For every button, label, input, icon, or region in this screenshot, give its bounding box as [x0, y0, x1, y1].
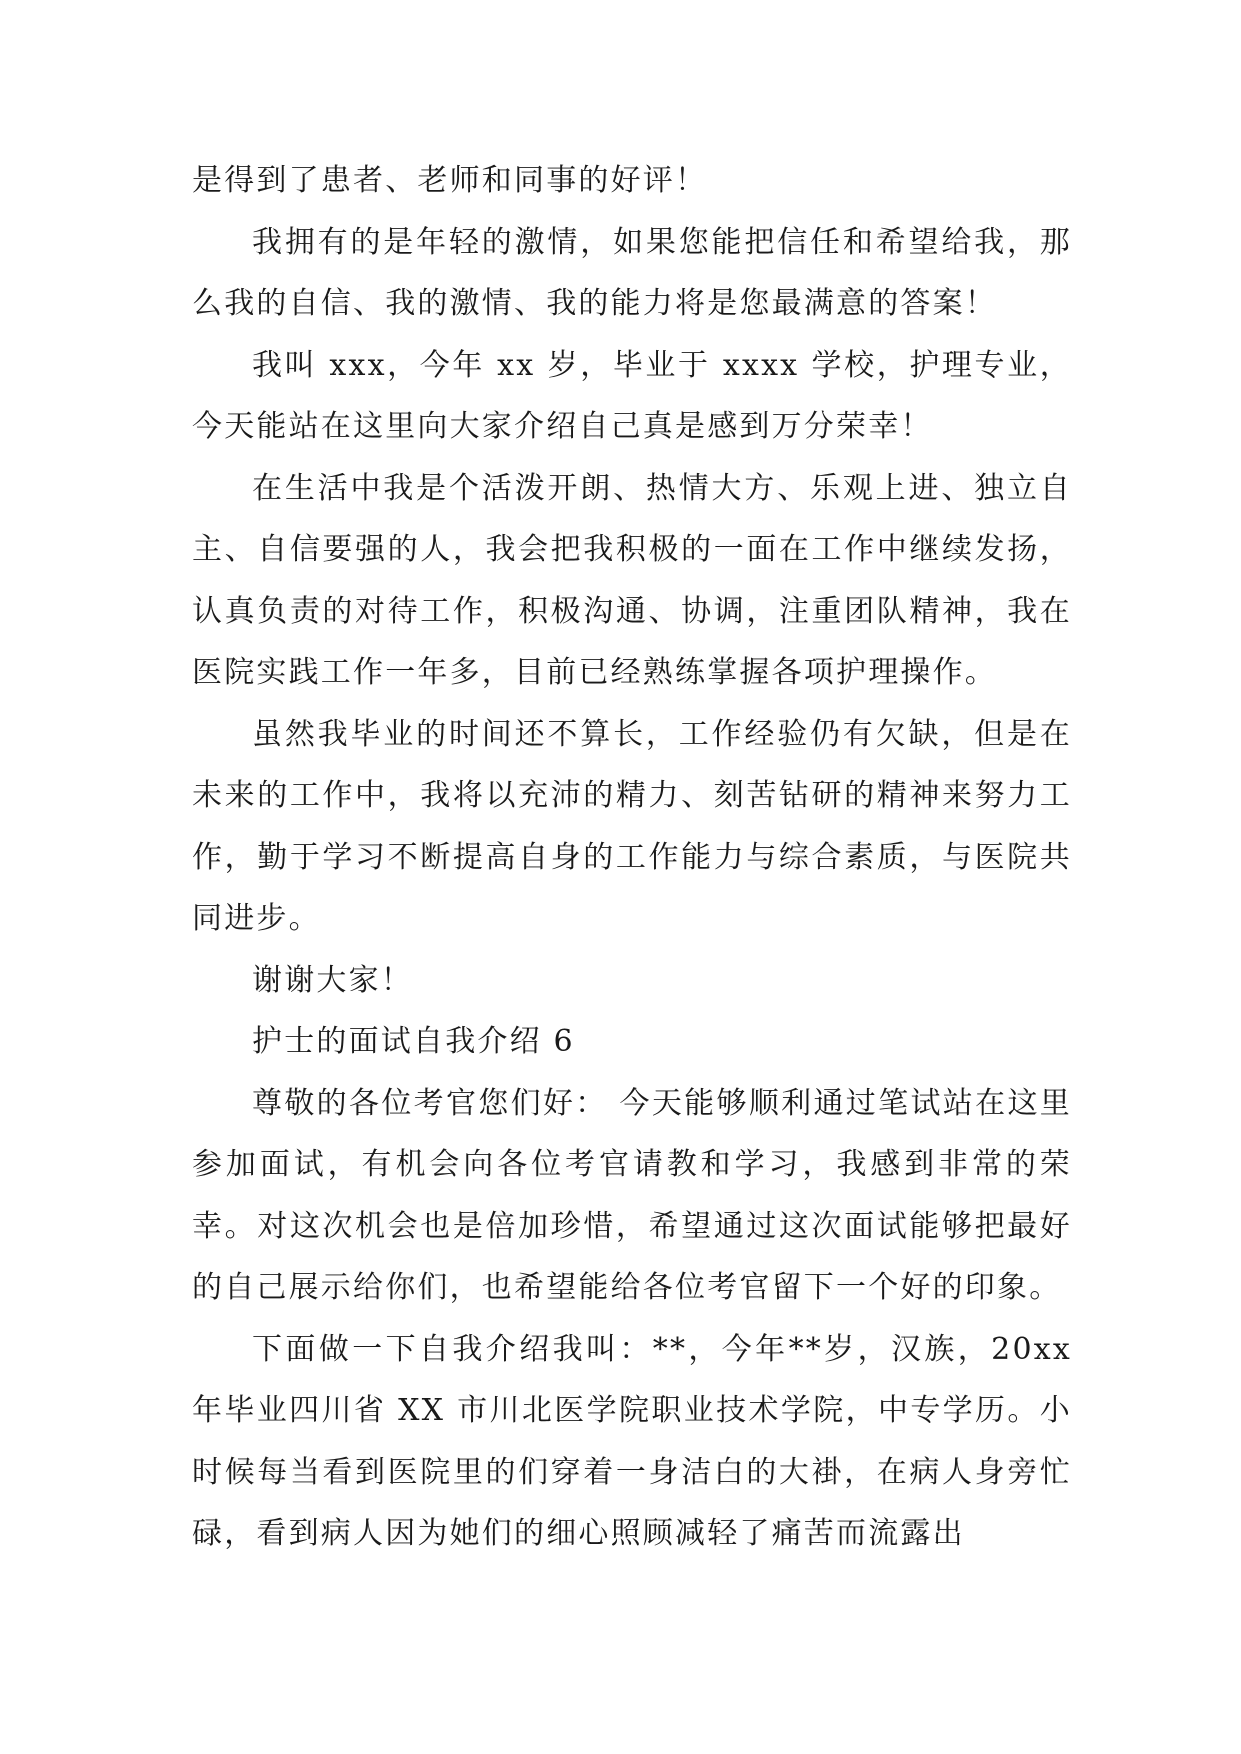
paragraph-future-work: 虽然我毕业的时间还不算长，工作经验仍有欠缺，但是在未来的工作中，我将以充沛的精力、刻苦钻研的精神来努力工作，勤于学习不断提高自身的工作能力与综合素质，与医院共同进步。: [192, 716, 1072, 936]
paragraph-thanks: 谢谢大家！: [252, 962, 413, 998]
section-heading: 护士的面试自我介绍 6: [252, 1024, 575, 1059]
document-body: [192, 150, 1072, 1565]
paragraph-self-intro: 下面做一下自我介绍我叫：**，今年**岁，汉族，20xx 年毕业四川省 XX 市川北医学院职业技术学院，中专学历。小时候每当看到医院里的们穿着一身洁白的大褂，在病人身旁忙碌，看到病人因为她们的细心照顾减轻了痛苦而流露出: [192, 1331, 1072, 1551]
paragraph-passion: 我拥有的是年轻的激情，如果您能把信任和希望给我，那么我的自信、我的激情、我的能力将是您最满意的答案！: [192, 224, 1072, 321]
paragraph-continuation: 是得到了患者、老师和同事的好评！: [192, 163, 708, 198]
paragraph-greeting: 尊敬的各位考官您们好： 今天能够顺利通过笔试站在这里参加面试，有机会向各位考官请教和学习，我感到非常的荣幸。对这次机会也是倍加珍惜，希望通过这次面试能够把最好的自己展示给你们，也希望能给各位考官留下一个好的印象。: [192, 1085, 1072, 1305]
paragraph-intro-name: 我叫 xxx，今年 xx 岁，毕业于 xxxx 学校，护理专业，今天能站在这里向大家介绍自己真是感到万分荣幸！: [192, 347, 1072, 444]
paragraph-personality: 在生活中我是个活泼开朗、热情大方、乐观上进、独立自主、自信要强的人，我会把我积极的一面在工作中继续发扬，认真负责的对待工作，积极沟通、协调，注重团队精神，我在医院实践工作一年多，目前已经熟练掌握各项护理操作。: [192, 470, 1072, 690]
